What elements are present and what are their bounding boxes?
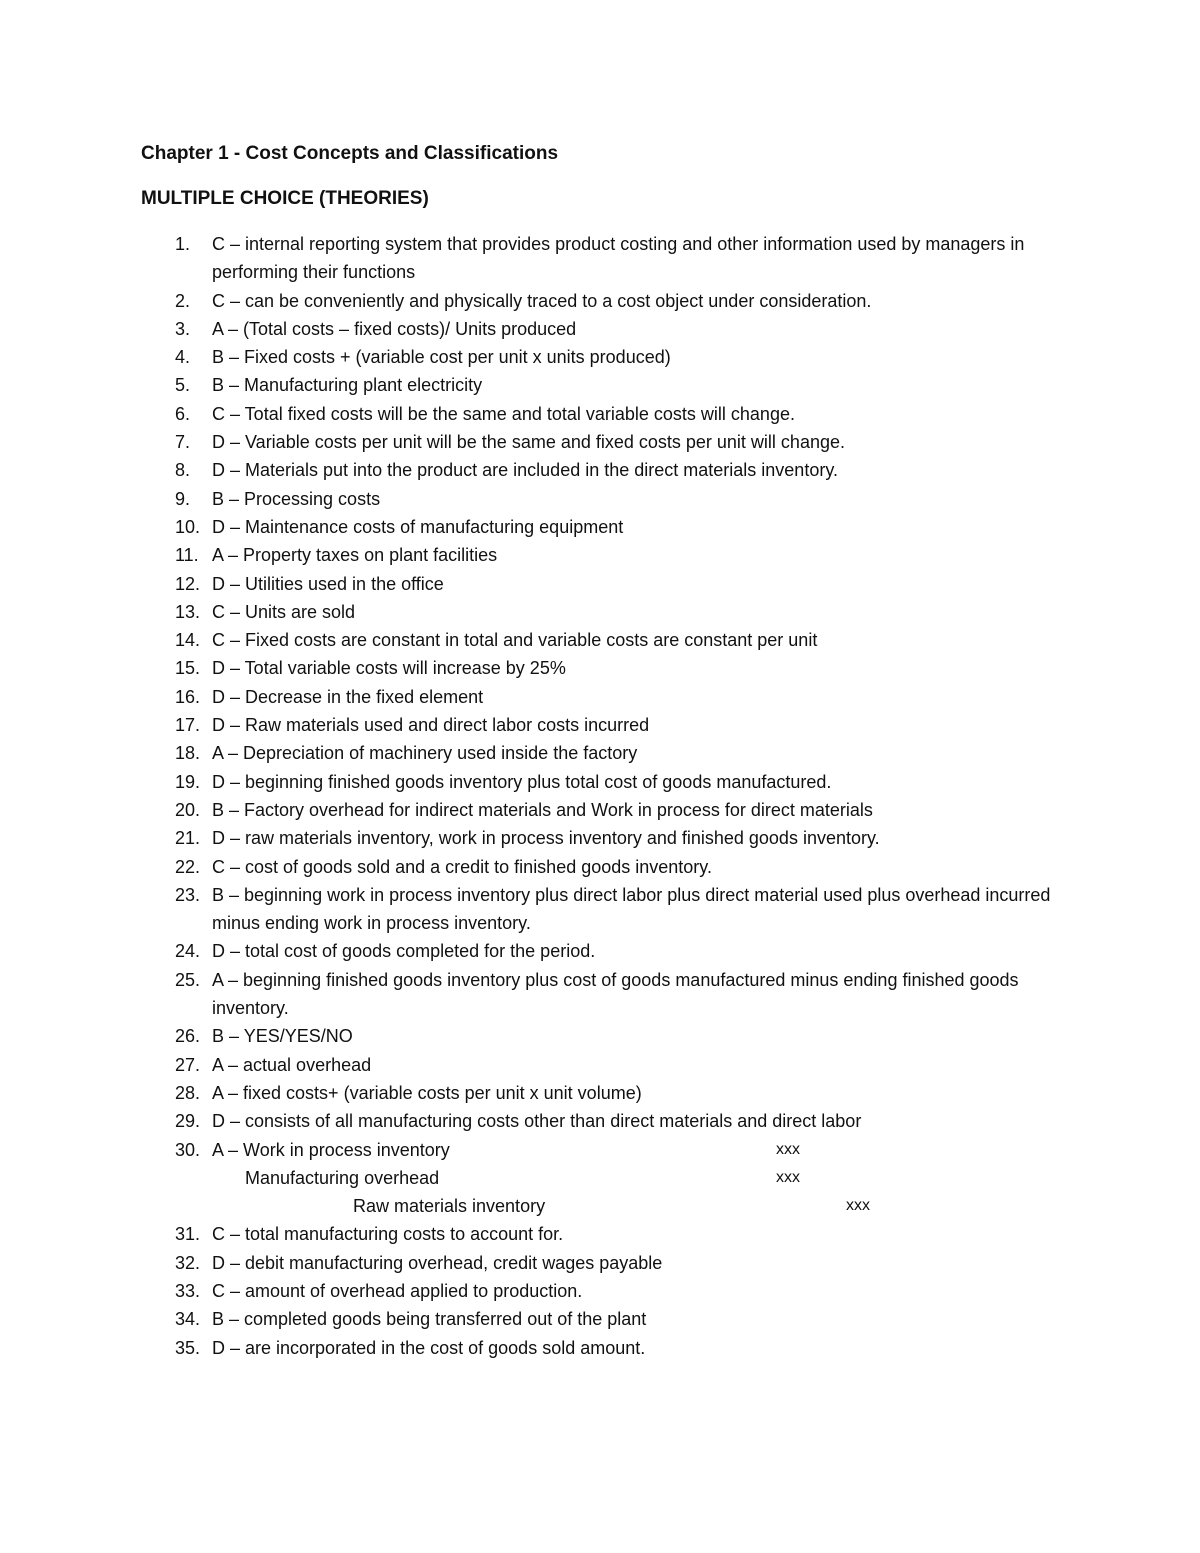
- journal-debit-amount: xxx: [776, 1140, 800, 1158]
- journal-line: [212, 1192, 1070, 1220]
- answer-item: [0, 1277, 1200, 1305]
- section-title: MULTIPLE CHOICE (THEORIES): [141, 188, 429, 209]
- answer-number: 17.: [175, 715, 201, 736]
- answer-text: D – total cost of goods completed for the period.: [212, 941, 596, 962]
- journal-line: [212, 1136, 1070, 1164]
- answer-number: 8.: [175, 460, 191, 481]
- answer-item: [0, 739, 1200, 767]
- answer-number: 26.: [175, 1026, 201, 1047]
- answer-number: 27.: [175, 1054, 201, 1075]
- answer-text: B – beginning work in process inventory plus direct labor plus direct material used plus overhead incurred minus ending work in process inventory.: [212, 884, 1051, 934]
- answer-text: C – Total fixed costs will be the same and total variable costs will change.: [212, 403, 795, 424]
- answer-item: [0, 287, 1200, 315]
- answer-item: [0, 881, 1200, 938]
- answer-item: [0, 626, 1200, 654]
- answer-text: B – completed goods being transferred out of the plant: [212, 1309, 647, 1330]
- answer-number: 11.: [175, 545, 199, 566]
- answer-number: 32.: [175, 1252, 201, 1273]
- answer-text: D – Raw materials used and direct labor costs incurred: [212, 715, 650, 736]
- answer-number: 4.: [175, 347, 191, 368]
- answer-text: A – actual overhead: [212, 1054, 372, 1075]
- answer-number: 5.: [175, 375, 191, 396]
- answer-text: D – Materials put into the product are included in the direct materials inventory.: [212, 460, 838, 481]
- answer-item: [0, 513, 1200, 541]
- answer-item: [0, 768, 1200, 796]
- answer-number: 22.: [175, 856, 201, 877]
- answer-text: B – Processing costs: [212, 488, 381, 509]
- answer-number: 24.: [175, 941, 201, 962]
- answer-list: [0, 230, 1200, 1362]
- answer-number: 35.: [175, 1337, 201, 1358]
- answer-item: [0, 315, 1200, 343]
- answer-number: 18.: [175, 743, 201, 764]
- answer-text: C – Fixed costs are constant in total and variable costs are constant per unit: [212, 630, 818, 651]
- answer-text: D – consists of all manufacturing costs other than direct materials and direct labor: [212, 1111, 862, 1132]
- answer-item: [0, 1051, 1200, 1079]
- answer-text: D – debit manufacturing overhead, credit wages payable: [212, 1252, 663, 1273]
- answer-number: 6.: [175, 403, 191, 424]
- answer-number: 14.: [175, 630, 201, 651]
- chapter-title: Chapter 1 - Cost Concepts and Classifications: [141, 143, 559, 164]
- journal-debit-amount: xxx: [776, 1168, 800, 1186]
- answer-number: 7.: [175, 432, 191, 453]
- answer-item: [0, 541, 1200, 569]
- answer-text: A – beginning finished goods inventory plus cost of goods manufactured minus ending finished goods inventory.: [212, 969, 1019, 1019]
- answer-text: D – Total variable costs will increase by 25%: [212, 658, 566, 679]
- answer-number: 20.: [175, 799, 201, 820]
- journal-line: [212, 1164, 1070, 1192]
- answer-item: [0, 1220, 1200, 1248]
- journal-credit-amount: xxx: [846, 1197, 870, 1215]
- answer-item: [0, 570, 1200, 598]
- answer-text: D – raw materials inventory, work in process inventory and finished goods inventory.: [212, 828, 880, 849]
- answer-number: 10.: [175, 516, 201, 537]
- answer-item: [0, 485, 1200, 513]
- answer-item: [0, 711, 1200, 739]
- answer-text: A – Property taxes on plant facilities: [212, 545, 498, 566]
- answer-item: [0, 400, 1200, 428]
- answer-text: B – Manufacturing plant electricity: [212, 375, 483, 396]
- answer-number: 2.: [175, 290, 191, 311]
- answer-number: 15.: [175, 658, 201, 679]
- answer-item: [0, 824, 1200, 852]
- answer-item: [0, 456, 1200, 484]
- answer-item: [0, 1107, 1200, 1135]
- answer-number: 31.: [175, 1224, 201, 1245]
- answer-number: 9.: [175, 488, 191, 509]
- journal-debit-account: A – Work in process inventory: [212, 1139, 450, 1160]
- answer-number: 33.: [175, 1280, 201, 1301]
- answer-text: B – YES/YES/NO: [212, 1026, 353, 1047]
- answer-number: 29.: [175, 1111, 201, 1132]
- answer-text: B – Factory overhead for indirect materials and Work in process for direct materials: [212, 799, 873, 820]
- answer-item: [0, 371, 1200, 399]
- answer-item: [0, 1079, 1200, 1107]
- answer-item: [0, 428, 1200, 456]
- answer-text: C – amount of overhead applied to production.: [212, 1280, 583, 1301]
- answer-text: D – Variable costs per unit will be the same and fixed costs per unit will change.: [212, 432, 845, 453]
- answer-item: [0, 1249, 1200, 1277]
- answer-text: D – beginning finished goods inventory plus total cost of goods manufactured.: [212, 771, 832, 792]
- answer-text: C – cost of goods sold and a credit to finished goods inventory.: [212, 856, 712, 877]
- answer-number: 12.: [175, 573, 201, 594]
- answer-number: 25.: [175, 969, 201, 990]
- answer-number: 19.: [175, 771, 201, 792]
- answer-item: [0, 683, 1200, 711]
- answer-text: A – (Total costs – fixed costs)/ Units produced: [212, 318, 577, 339]
- answer-number: 30.: [175, 1139, 201, 1160]
- answer-number: 1.: [175, 234, 191, 254]
- answer-number: 21.: [175, 828, 201, 849]
- answer-number: 23.: [175, 884, 201, 905]
- answer-item: [0, 343, 1200, 371]
- answer-text: A – Depreciation of machinery used inside the factory: [212, 743, 638, 764]
- answer-item: [0, 796, 1200, 824]
- journal-debit-account: Manufacturing overhead: [245, 1167, 440, 1188]
- journal-credit-account: Raw materials inventory: [353, 1196, 546, 1217]
- answer-item: [0, 937, 1200, 965]
- answer-item: [0, 654, 1200, 682]
- answer-item: [0, 598, 1200, 626]
- answer-item-journal-entry: [0, 1136, 1200, 1221]
- answer-number: 16.: [175, 686, 201, 707]
- answer-number: 34.: [175, 1309, 201, 1330]
- answer-text: D – are incorporated in the cost of goods sold amount.: [212, 1337, 646, 1358]
- answer-text: D – Utilities used in the office: [212, 573, 444, 594]
- answer-number: 3.: [175, 318, 191, 339]
- answer-item: [0, 1022, 1200, 1050]
- answer-number: 28.: [175, 1082, 201, 1103]
- answer-item: [0, 966, 1200, 1023]
- answer-item: [0, 1334, 1200, 1362]
- answer-text: C – total manufacturing costs to account for.: [212, 1224, 564, 1245]
- answer-item: [0, 230, 1200, 287]
- answer-text: D – Decrease in the fixed element: [212, 686, 484, 707]
- answer-item: [0, 1305, 1200, 1333]
- answer-text: A – fixed costs+ (variable costs per unit x unit volume): [212, 1082, 642, 1103]
- answer-number: 13.: [175, 601, 201, 622]
- answer-item: [0, 853, 1200, 881]
- answer-text: C – can be conveniently and physically traced to a cost object under consideration.: [212, 290, 872, 311]
- answer-text: C – internal reporting system that provides product costing and other information used by managers in performing their functions: [212, 234, 1025, 283]
- answer-text: C – Units are sold: [212, 601, 356, 622]
- answer-text: D – Maintenance costs of manufacturing equipment: [212, 516, 624, 537]
- answer-text: B – Fixed costs + (variable cost per unit x units produced): [212, 347, 671, 368]
